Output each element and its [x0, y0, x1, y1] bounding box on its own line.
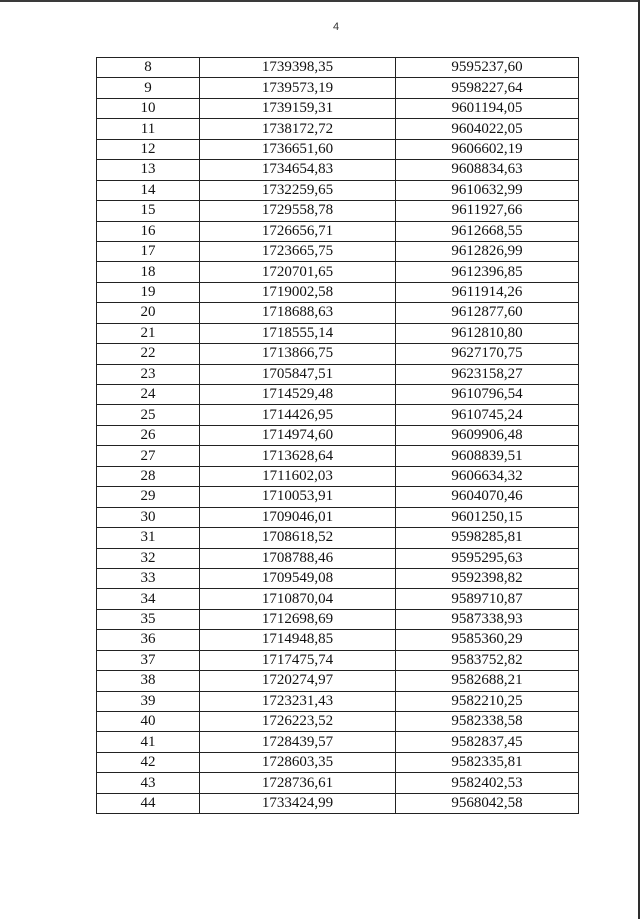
table-row [97, 752, 579, 772]
table-row [97, 323, 579, 343]
table-row [97, 385, 579, 405]
point-number-cell: 19 [97, 282, 200, 302]
point-number-cell: 28 [97, 466, 200, 486]
x-coordinate-cell: 1714529,48 [200, 385, 396, 405]
x-coordinate-cell: 1708788,46 [200, 548, 396, 568]
y-coordinate-cell: 9592398,82 [396, 568, 579, 588]
y-coordinate-cell: 9609906,48 [396, 425, 579, 445]
table-row [97, 712, 579, 732]
point-number-cell: 36 [97, 630, 200, 650]
table-row [97, 589, 579, 609]
table-row [97, 548, 579, 568]
table-row [97, 78, 579, 98]
x-coordinate-cell: 1732259,65 [200, 180, 396, 200]
y-coordinate-cell: 9612826,99 [396, 241, 579, 261]
point-number-cell: 22 [97, 344, 200, 364]
table-row [97, 650, 579, 670]
point-number-cell: 32 [97, 548, 200, 568]
x-coordinate-cell: 1710870,04 [200, 589, 396, 609]
y-coordinate-cell: 9582688,21 [396, 671, 579, 691]
x-coordinate-cell: 1723665,75 [200, 241, 396, 261]
y-coordinate-cell: 9606602,19 [396, 139, 579, 159]
y-coordinate-cell: 9611927,66 [396, 201, 579, 221]
table-row [97, 98, 579, 118]
table-row [97, 344, 579, 364]
y-coordinate-cell: 9610632,99 [396, 180, 579, 200]
y-coordinate-cell: 9604022,05 [396, 119, 579, 139]
y-coordinate-cell: 9601250,15 [396, 507, 579, 527]
y-coordinate-cell: 9610745,24 [396, 405, 579, 425]
y-coordinate-cell: 9583752,82 [396, 650, 579, 670]
y-coordinate-cell: 9582402,53 [396, 773, 579, 793]
y-coordinate-cell: 9595237,60 [396, 58, 579, 78]
point-number-cell: 10 [97, 98, 200, 118]
table-row [97, 507, 579, 527]
x-coordinate-cell: 1729558,78 [200, 201, 396, 221]
point-number-cell: 33 [97, 568, 200, 588]
x-coordinate-cell: 1718688,63 [200, 303, 396, 323]
x-coordinate-cell: 1711602,03 [200, 466, 396, 486]
point-number-cell: 27 [97, 446, 200, 466]
coordinates-table [96, 57, 579, 814]
point-number-cell: 24 [97, 385, 200, 405]
point-number-cell: 17 [97, 241, 200, 261]
point-number-cell: 8 [97, 58, 200, 78]
y-coordinate-cell: 9582335,81 [396, 752, 579, 772]
point-number-cell: 41 [97, 732, 200, 752]
x-coordinate-cell: 1713628,64 [200, 446, 396, 466]
table-row [97, 221, 579, 241]
table-row [97, 691, 579, 711]
x-coordinate-cell: 1726223,52 [200, 712, 396, 732]
point-number-cell: 16 [97, 221, 200, 241]
x-coordinate-cell: 1708618,52 [200, 528, 396, 548]
point-number-cell: 29 [97, 487, 200, 507]
table-row [97, 630, 579, 650]
table-row [97, 303, 579, 323]
point-number-cell: 38 [97, 671, 200, 691]
y-coordinate-cell: 9582837,45 [396, 732, 579, 752]
x-coordinate-cell: 1739573,19 [200, 78, 396, 98]
x-coordinate-cell: 1714974,60 [200, 425, 396, 445]
point-number-cell: 20 [97, 303, 200, 323]
table-row [97, 201, 579, 221]
point-number-cell: 14 [97, 180, 200, 200]
table-row [97, 732, 579, 752]
x-coordinate-cell: 1739159,31 [200, 98, 396, 118]
x-coordinate-cell: 1728603,35 [200, 752, 396, 772]
table-row [97, 119, 579, 139]
x-coordinate-cell: 1726656,71 [200, 221, 396, 241]
table-row [97, 241, 579, 261]
point-number-cell: 43 [97, 773, 200, 793]
x-coordinate-cell: 1728736,61 [200, 773, 396, 793]
point-number-cell: 34 [97, 589, 200, 609]
y-coordinate-cell: 9606634,32 [396, 466, 579, 486]
x-coordinate-cell: 1719002,58 [200, 282, 396, 302]
x-coordinate-cell: 1718555,14 [200, 323, 396, 343]
y-coordinate-cell: 9608839,51 [396, 446, 579, 466]
y-coordinate-cell: 9582210,25 [396, 691, 579, 711]
point-number-cell: 9 [97, 78, 200, 98]
x-coordinate-cell: 1709046,01 [200, 507, 396, 527]
x-coordinate-cell: 1723231,43 [200, 691, 396, 711]
x-coordinate-cell: 1713866,75 [200, 344, 396, 364]
x-coordinate-cell: 1733424,99 [200, 793, 396, 813]
point-number-cell: 37 [97, 650, 200, 670]
point-number-cell: 18 [97, 262, 200, 282]
y-coordinate-cell: 9601194,05 [396, 98, 579, 118]
y-coordinate-cell: 9587338,93 [396, 609, 579, 629]
y-coordinate-cell: 9611914,26 [396, 282, 579, 302]
y-coordinate-cell: 9623158,27 [396, 364, 579, 384]
y-coordinate-cell: 9612668,55 [396, 221, 579, 241]
x-coordinate-cell: 1720274,97 [200, 671, 396, 691]
table-row [97, 180, 579, 200]
scan-edge-top [0, 0, 640, 2]
table-row [97, 282, 579, 302]
x-coordinate-cell: 1728439,57 [200, 732, 396, 752]
coordinates-table-container [96, 57, 579, 814]
point-number-cell: 21 [97, 323, 200, 343]
table-row [97, 405, 579, 425]
x-coordinate-cell: 1720701,65 [200, 262, 396, 282]
y-coordinate-cell: 9589710,87 [396, 589, 579, 609]
y-coordinate-cell: 9608834,63 [396, 160, 579, 180]
point-number-cell: 35 [97, 609, 200, 629]
table-row [97, 139, 579, 159]
table-row [97, 609, 579, 629]
table-row [97, 364, 579, 384]
y-coordinate-cell: 9627170,75 [396, 344, 579, 364]
table-row [97, 793, 579, 813]
table-row [97, 528, 579, 548]
x-coordinate-cell: 1710053,91 [200, 487, 396, 507]
y-coordinate-cell: 9598285,81 [396, 528, 579, 548]
x-coordinate-cell: 1714426,95 [200, 405, 396, 425]
point-number-cell: 11 [97, 119, 200, 139]
point-number-cell: 13 [97, 160, 200, 180]
x-coordinate-cell: 1734654,83 [200, 160, 396, 180]
table-row [97, 466, 579, 486]
y-coordinate-cell: 9598227,64 [396, 78, 579, 98]
x-coordinate-cell: 1705847,51 [200, 364, 396, 384]
table-row [97, 58, 579, 78]
y-coordinate-cell: 9612810,80 [396, 323, 579, 343]
point-number-cell: 42 [97, 752, 200, 772]
page-number: 4 [332, 21, 340, 33]
table-row [97, 262, 579, 282]
x-coordinate-cell: 1736651,60 [200, 139, 396, 159]
point-number-cell: 15 [97, 201, 200, 221]
y-coordinate-cell: 9610796,54 [396, 385, 579, 405]
table-row [97, 487, 579, 507]
x-coordinate-cell: 1712698,69 [200, 609, 396, 629]
y-coordinate-cell: 9595295,63 [396, 548, 579, 568]
y-coordinate-cell: 9612877,60 [396, 303, 579, 323]
point-number-cell: 44 [97, 793, 200, 813]
point-number-cell: 26 [97, 425, 200, 445]
x-coordinate-cell: 1714948,85 [200, 630, 396, 650]
y-coordinate-cell: 9612396,85 [396, 262, 579, 282]
point-number-cell: 23 [97, 364, 200, 384]
table-row [97, 160, 579, 180]
table-row [97, 773, 579, 793]
point-number-cell: 30 [97, 507, 200, 527]
table-row [97, 446, 579, 466]
point-number-cell: 12 [97, 139, 200, 159]
table-row [97, 425, 579, 445]
y-coordinate-cell: 9582338,58 [396, 712, 579, 732]
table-row [97, 671, 579, 691]
coordinates-table-body [97, 58, 579, 814]
table-row [97, 568, 579, 588]
x-coordinate-cell: 1717475,74 [200, 650, 396, 670]
x-coordinate-cell: 1738172,72 [200, 119, 396, 139]
y-coordinate-cell: 9568042,58 [396, 793, 579, 813]
y-coordinate-cell: 9585360,29 [396, 630, 579, 650]
x-coordinate-cell: 1739398,35 [200, 58, 396, 78]
x-coordinate-cell: 1709549,08 [200, 568, 396, 588]
point-number-cell: 39 [97, 691, 200, 711]
point-number-cell: 25 [97, 405, 200, 425]
y-coordinate-cell: 9604070,46 [396, 487, 579, 507]
point-number-cell: 31 [97, 528, 200, 548]
point-number-cell: 40 [97, 712, 200, 732]
